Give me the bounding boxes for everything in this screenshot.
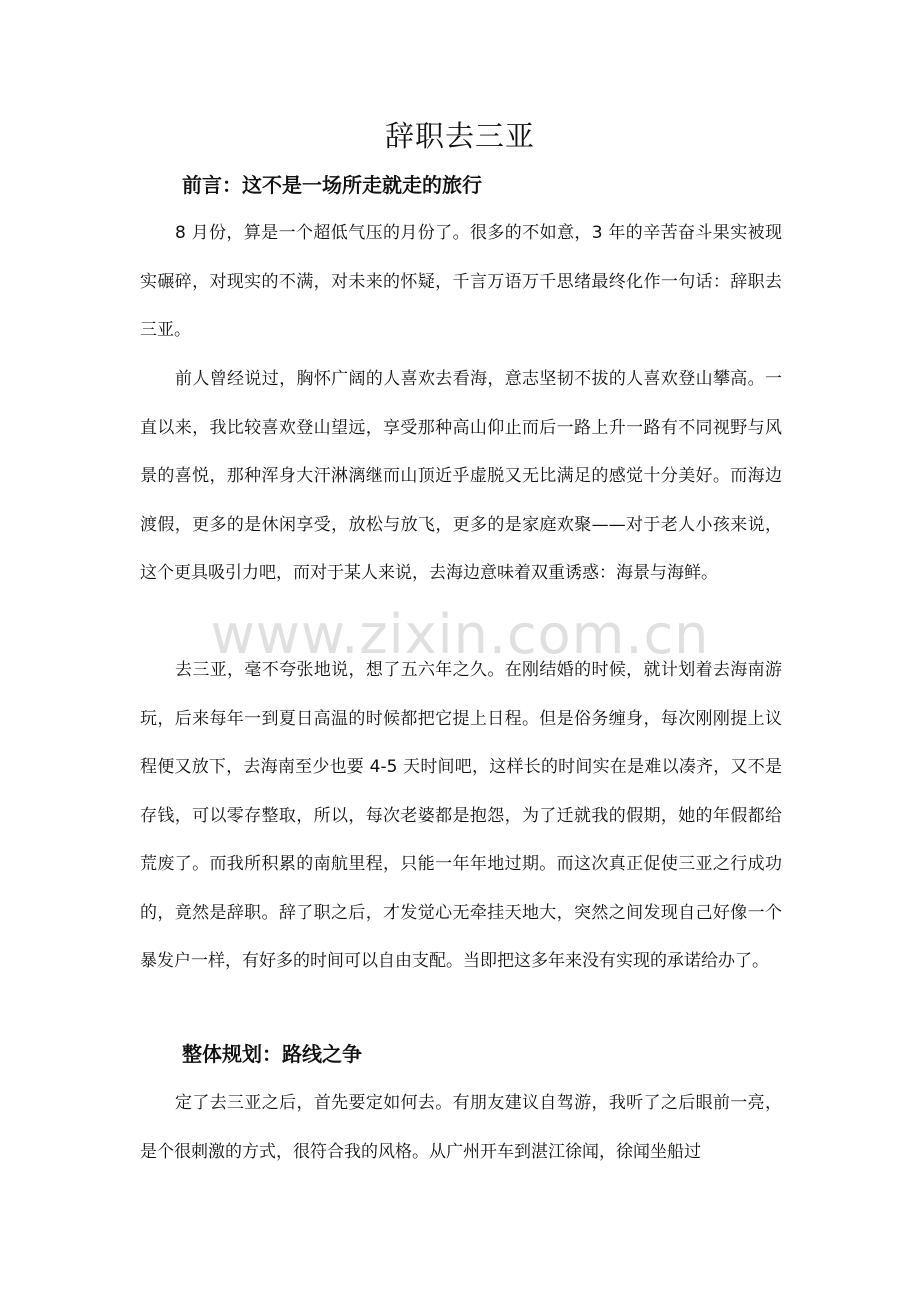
paragraph-3: 去三亚，毫不夸张地说，想了五六年之久。在刚结婚的时候，就计划着去海南游玩，后来每年一到夏日高温的时候都把它提上日程。但是俗务缠身，每次刚刚提上议程便又放下，去海南至少也要 4-5 天时间吧，这样长的时间实在是难以凑齐，又不是存钱，可以零存整取，所以，每次老婆都是抱怨，为了迁就我的假期，她的年假都给荒废了。而我所积累的南航里程，只能一年年地过期。而这次真正促使三亚之行成功的，竟然是辞职。辞了职之后，才发觉心无牵挂天地大，突然之间发现自己好像一个暴发户一样，有好多的时间可以自由支配。当即把这多年来没有实现的承诺给办了。 [140,660,782,971]
paragraph-2: 前人曾经说过，胸怀广阔的人喜欢去看海，意志坚韧不拔的人喜欢登山攀高。一直以来，我比较喜欢登山望远，享受那种高山仰止而后一路上升一路有不同视野与风景的喜悦，那种浑身大汗淋漓继而山顶近乎虚脱又无比满足的感觉十分美好。而海边渡假，更多的是休闲享受，放松与放飞，更多的是家庭欢聚——对于老人小孩来说，这个更具吸引力吧，而对于某人来说，去海边意味着双重诱惑：海景与海鲜。 [140,369,782,583]
paragraph-4: 定了去三亚之后，首先要定如何去。有朋友建议自驾游，我听了之后眼前一亮，是个很刺激的方式，很符合我的风格。从广州开车到湛江徐闻，徐闻坐船过 [140,1093,782,1162]
section-heading-preface: 前言：这不是一场所走就走的旅行 [182,173,482,197]
watermark: www.zixin.com.cn [210,603,710,666]
document-title: 辞职去三亚 [384,119,535,153]
paragraph-1: 8 月份，算是一个超低气压的月份了。很多的不如意，3 年的辛苦奋斗果实被现实碾碎，对现实的不满，对未来的怀疑，千言万语万千思绪最终化作一句话：辞职去三亚。 [140,223,782,340]
section-heading-planning: 整体规划：路线之争 [182,1042,362,1066]
